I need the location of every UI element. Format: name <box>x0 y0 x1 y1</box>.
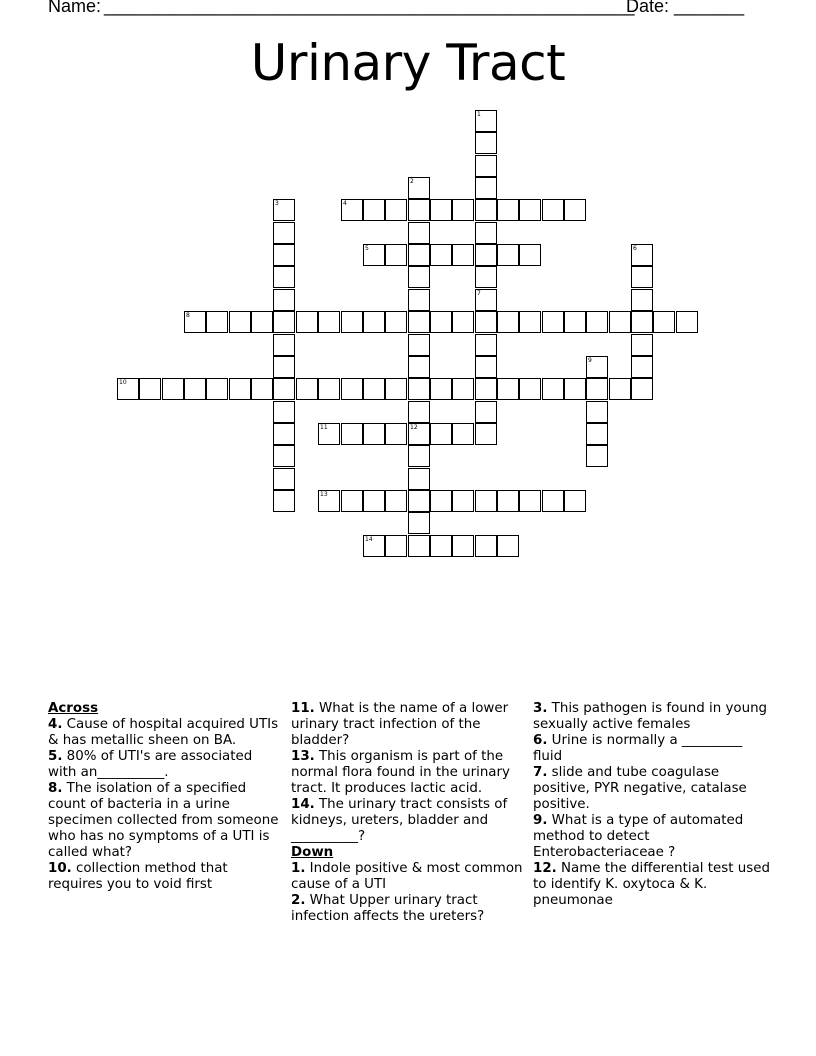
grid-cell[interactable] <box>475 132 497 154</box>
grid-cell[interactable] <box>586 378 608 400</box>
grid-cell[interactable] <box>408 490 430 512</box>
grid-cell[interactable] <box>408 423 430 445</box>
grid-cell[interactable] <box>206 378 228 400</box>
grid-cell[interactable] <box>586 356 608 378</box>
grid-cell[interactable] <box>363 199 385 221</box>
grid-cell[interactable] <box>162 378 184 400</box>
grid-cell[interactable] <box>363 378 385 400</box>
grid-cell[interactable] <box>586 311 608 333</box>
grid-cell[interactable] <box>273 289 295 311</box>
grid-cell[interactable] <box>564 311 586 333</box>
grid-cell[interactable] <box>631 311 653 333</box>
grid-cell[interactable] <box>430 378 452 400</box>
grid-cell[interactable] <box>519 244 541 266</box>
clue-down-9: 9. What is a type of automated method to detect Enterobacteriaceae ? <box>533 813 744 860</box>
cell-number: 3 <box>275 200 279 207</box>
grid-cell[interactable] <box>609 311 631 333</box>
grid-cell[interactable] <box>542 311 564 333</box>
grid-cell[interactable] <box>296 378 318 400</box>
grid-cell[interactable] <box>385 199 407 221</box>
cell-number: 12 <box>410 424 418 431</box>
grid-cell[interactable] <box>184 378 206 400</box>
grid-cell[interactable] <box>273 401 295 423</box>
grid-cell[interactable] <box>363 311 385 333</box>
grid-cell[interactable] <box>676 311 698 333</box>
grid-cell[interactable] <box>385 490 407 512</box>
grid-cell[interactable] <box>519 199 541 221</box>
grid-cell[interactable] <box>497 535 519 557</box>
grid-cell[interactable] <box>564 199 586 221</box>
date-field[interactable]: _______ <box>674 0 745 16</box>
grid-cell[interactable] <box>497 244 519 266</box>
grid-cell[interactable] <box>229 378 251 400</box>
grid-cell[interactable] <box>430 199 452 221</box>
grid-cell[interactable] <box>475 110 497 132</box>
grid-cell[interactable] <box>475 199 497 221</box>
clue-across-8: 8. The isolation of a specified count of bacteria in a urine specimen collected from someone who has no symptoms of a UTI is called what? <box>48 781 279 860</box>
cell-number: 2 <box>410 178 414 185</box>
grid-cell[interactable] <box>341 311 363 333</box>
grid-cell[interactable] <box>542 378 564 400</box>
grid-cell[interactable] <box>475 356 497 378</box>
clue-down-1: 1. Indole positive & most common cause of a UTI <box>291 861 523 892</box>
grid-cell[interactable] <box>475 177 497 199</box>
grid-cell[interactable] <box>430 535 452 557</box>
grid-cell[interactable] <box>475 244 497 266</box>
grid-cell[interactable] <box>318 423 340 445</box>
grid-cell[interactable] <box>385 378 407 400</box>
grid-cell[interactable] <box>631 266 653 288</box>
grid-cell[interactable] <box>408 177 430 199</box>
grid-cell[interactable] <box>408 311 430 333</box>
grid-cell[interactable] <box>318 378 340 400</box>
grid-cell[interactable] <box>206 311 228 333</box>
grid-cell[interactable] <box>452 423 474 445</box>
cell-number: 9 <box>588 357 592 364</box>
grid-cell[interactable] <box>363 244 385 266</box>
grid-cell[interactable] <box>385 535 407 557</box>
grid-cell[interactable] <box>452 535 474 557</box>
grid-cell[interactable] <box>385 311 407 333</box>
clue-across-14: 14. The urinary tract consists of kidneys, ureters, bladder and __________? <box>291 797 508 844</box>
grid-cell[interactable] <box>452 244 474 266</box>
grid-cell[interactable] <box>385 244 407 266</box>
grid-cell[interactable] <box>475 423 497 445</box>
grid-cell[interactable] <box>408 334 430 356</box>
grid-cell[interactable] <box>430 423 452 445</box>
grid-cell[interactable] <box>475 289 497 311</box>
grid-cell[interactable] <box>273 356 295 378</box>
name-field[interactable]: _____________________________________________________ <box>104 0 635 16</box>
grid-cell[interactable] <box>564 490 586 512</box>
across-heading: Across <box>48 701 99 716</box>
grid-cell[interactable] <box>408 199 430 221</box>
grid-cell[interactable] <box>475 222 497 244</box>
grid-cell[interactable] <box>139 378 161 400</box>
date-label: Date: <box>626 0 670 16</box>
grid-cell[interactable] <box>475 311 497 333</box>
grid-cell[interactable] <box>341 378 363 400</box>
grid-cell[interactable] <box>609 378 631 400</box>
grid-cell[interactable] <box>430 244 452 266</box>
clues-column-3 <box>533 701 773 909</box>
grid-cell[interactable] <box>117 378 139 400</box>
grid-cell[interactable] <box>586 423 608 445</box>
grid-cell[interactable] <box>475 401 497 423</box>
grid-cell[interactable] <box>430 311 452 333</box>
grid-cell[interactable] <box>586 401 608 423</box>
clue-down-3: 3. This pathogen is found in young sexually active females <box>533 701 768 732</box>
grid-cell[interactable] <box>363 490 385 512</box>
grid-cell[interactable] <box>408 512 430 534</box>
grid-cell[interactable] <box>408 401 430 423</box>
grid-cell[interactable] <box>475 155 497 177</box>
clue-down-2: 2. What Upper urinary tract infection affects the ureters? <box>291 893 485 924</box>
grid-cell[interactable] <box>408 244 430 266</box>
grid-cell[interactable] <box>273 311 295 333</box>
grid-cell[interactable] <box>273 490 295 512</box>
grid-cell[interactable] <box>273 423 295 445</box>
grid-cell[interactable] <box>475 490 497 512</box>
grid-cell[interactable] <box>273 445 295 467</box>
grid-cell[interactable] <box>184 311 206 333</box>
grid-cell[interactable] <box>452 199 474 221</box>
grid-cell[interactable] <box>631 244 653 266</box>
grid-cell[interactable] <box>251 378 273 400</box>
grid-cell[interactable] <box>341 199 363 221</box>
grid-cell[interactable] <box>273 199 295 221</box>
clues-column-2 <box>291 701 527 925</box>
cell-number: 5 <box>365 245 369 252</box>
clue-down-7: 7. slide and tube coagulase positive, PYR negative, catalase positive. <box>533 765 747 812</box>
cell-number: 6 <box>633 245 637 252</box>
grid-cell[interactable] <box>542 490 564 512</box>
name-label: Name: <box>48 0 102 16</box>
clue-across-11: 11. What is the name of a lower urinary tract infection of the bladder? <box>291 701 509 748</box>
grid-cell[interactable] <box>318 490 340 512</box>
grid-cell[interactable] <box>341 423 363 445</box>
grid-cell[interactable] <box>452 378 474 400</box>
grid-cell[interactable] <box>363 423 385 445</box>
grid-cell[interactable] <box>408 266 430 288</box>
cell-number: 1 <box>477 111 481 118</box>
grid-cell[interactable] <box>497 311 519 333</box>
grid-cell[interactable] <box>631 289 653 311</box>
grid-cell[interactable] <box>408 535 430 557</box>
grid-cell[interactable] <box>363 535 385 557</box>
down-heading: Down <box>291 845 334 860</box>
grid-cell[interactable] <box>519 378 541 400</box>
grid-cell[interactable] <box>497 378 519 400</box>
grid-cell[interactable] <box>341 490 363 512</box>
cell-number: 10 <box>119 379 127 386</box>
clue-down-12: 12. Name the differential test used to identify K. oxytoca & K. pneumonae <box>533 861 770 908</box>
clues-column-1 <box>48 701 284 893</box>
cell-number: 11 <box>320 424 328 431</box>
grid-cell[interactable] <box>631 356 653 378</box>
grid-cell[interactable] <box>273 378 295 400</box>
grid-cell[interactable] <box>273 468 295 490</box>
grid-cell[interactable] <box>497 199 519 221</box>
grid-cell[interactable] <box>519 311 541 333</box>
grid-cell[interactable] <box>251 311 273 333</box>
clue-down-6: 6. Urine is normally a _________ fluid <box>533 733 743 764</box>
cell-number: 4 <box>343 200 347 207</box>
puzzle-title: Urinary Tract <box>250 34 566 92</box>
grid-cell[interactable] <box>273 266 295 288</box>
grid-cell[interactable] <box>430 490 452 512</box>
grid-cell[interactable] <box>631 334 653 356</box>
grid-cell[interactable] <box>408 356 430 378</box>
grid-cell[interactable] <box>296 311 318 333</box>
grid-cell[interactable] <box>475 266 497 288</box>
grid-cell[interactable] <box>408 289 430 311</box>
grid-cell[interactable] <box>408 468 430 490</box>
cell-number: 7 <box>477 290 481 297</box>
grid-cell[interactable] <box>318 311 340 333</box>
grid-cell[interactable] <box>452 311 474 333</box>
clue-across-10: 10. collection method that requires you to void first <box>48 861 228 892</box>
grid-cell[interactable] <box>229 311 251 333</box>
clue-across-4: 4. Cause of hospital acquired UTIs & has metallic sheen on BA. <box>48 717 279 748</box>
grid-cell[interactable] <box>475 334 497 356</box>
cell-number: 13 <box>320 491 328 498</box>
cell-number: 8 <box>186 312 190 319</box>
grid-cell[interactable] <box>408 222 430 244</box>
grid-cell[interactable] <box>519 490 541 512</box>
grid-cell[interactable] <box>475 378 497 400</box>
grid-cell[interactable] <box>497 490 519 512</box>
grid-cell[interactable] <box>475 535 497 557</box>
grid-cell[interactable] <box>273 244 295 266</box>
grid-cell[interactable] <box>273 222 295 244</box>
grid-cell[interactable] <box>408 378 430 400</box>
grid-cell[interactable] <box>408 445 430 467</box>
clue-across-13: 13. This organism is part of the normal flora found in the urinary tract. It produces lactic acid. <box>291 749 510 796</box>
grid-cell[interactable] <box>385 423 407 445</box>
grid-cell[interactable] <box>653 311 675 333</box>
cell-number: 14 <box>365 536 373 543</box>
grid-cell[interactable] <box>542 199 564 221</box>
grid-cell[interactable] <box>564 378 586 400</box>
clue-across-5: 5. 80% of UTI's are associated with an__________. <box>48 749 253 780</box>
grid-cell[interactable] <box>586 445 608 467</box>
grid-cell[interactable] <box>452 490 474 512</box>
grid-cell[interactable] <box>631 378 653 400</box>
grid-cell[interactable] <box>273 334 295 356</box>
